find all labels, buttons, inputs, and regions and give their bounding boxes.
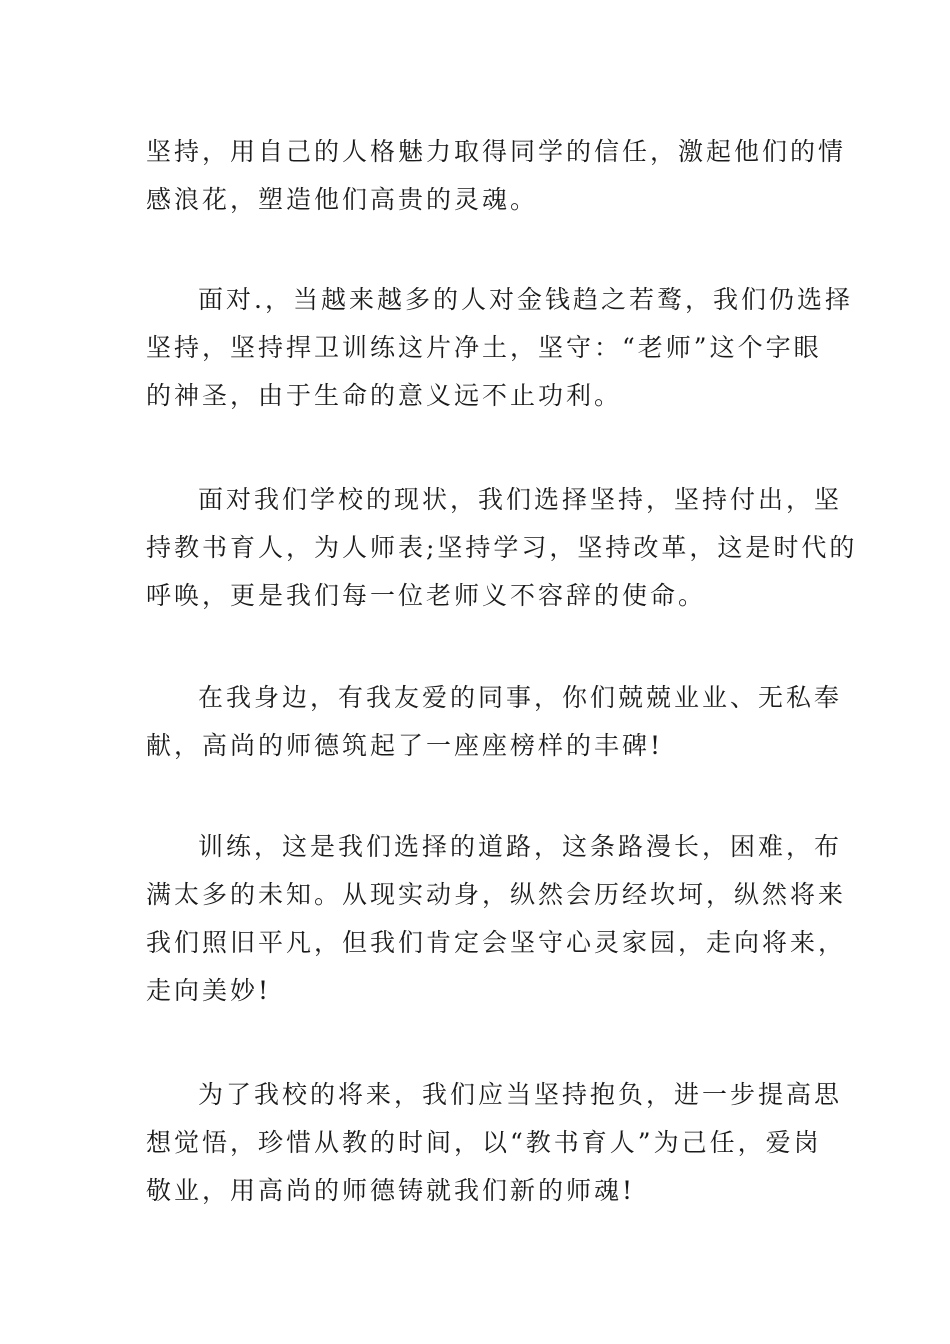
paragraph-line: 敬业，用高尚的师德铸就我们新的师魂! <box>146 1176 636 1205</box>
paragraph-line: 呼唤，更是我们每一位老师义不容辞的使命。 <box>146 581 707 610</box>
paragraph-line: 满太多的未知。从现实动身，纵然会历经坎坷，纵然将来 <box>146 880 847 909</box>
paragraph-line: 我们照旧平凡，但我们肯定会坚守心灵家园，走向将来， <box>146 928 847 957</box>
paragraph-line: 为了我校的将来，我们应当坚持抱负，进一步提高思 <box>198 1080 843 1109</box>
paragraph-line: 想觉悟，珍惜从教的时间，以“教书育人”为己任，爱岗 <box>146 1128 822 1157</box>
paragraph-line: 的神圣，由于生命的意义远不止功利。 <box>146 381 623 410</box>
paragraph-line: 坚持，用自己的人格魅力取得同学的信任，激起他们的情 <box>146 137 847 166</box>
paragraph-line: 持教书育人，为人师表;坚持学习，坚持改革，这是时代的 <box>146 533 858 562</box>
paragraph-6 <box>146 1071 843 1215</box>
paragraph-4 <box>146 674 843 770</box>
paragraph-2 <box>146 276 853 420</box>
paragraph-line: 在我身边，有我友爱的同事，你们兢兢业业、无私奉 <box>198 683 843 712</box>
paragraph-line: 面对我们学校的现状，我们选择坚持，坚持付出，坚 <box>198 485 843 514</box>
paragraph-1 <box>146 128 847 224</box>
paragraph-line: 走向美妙! <box>146 976 272 1005</box>
paragraph-3 <box>146 476 858 620</box>
paragraph-line: 献，高尚的师德筑起了一座座榜样的丰碑! <box>146 731 664 760</box>
paragraph-line: 感浪花，塑造他们高贵的灵魂。 <box>146 185 539 214</box>
paragraph-line: 坚持，坚持捍卫训练这片净土，坚守：“老师”这个字眼 <box>146 333 822 362</box>
paragraph-line: 面对.，当越来越多的人对金钱趋之若鹜，我们仍选择 <box>198 285 853 314</box>
paragraph-5 <box>146 823 847 1015</box>
paragraph-line: 训练，这是我们选择的道路，这条路漫长，困难，布 <box>198 832 843 861</box>
